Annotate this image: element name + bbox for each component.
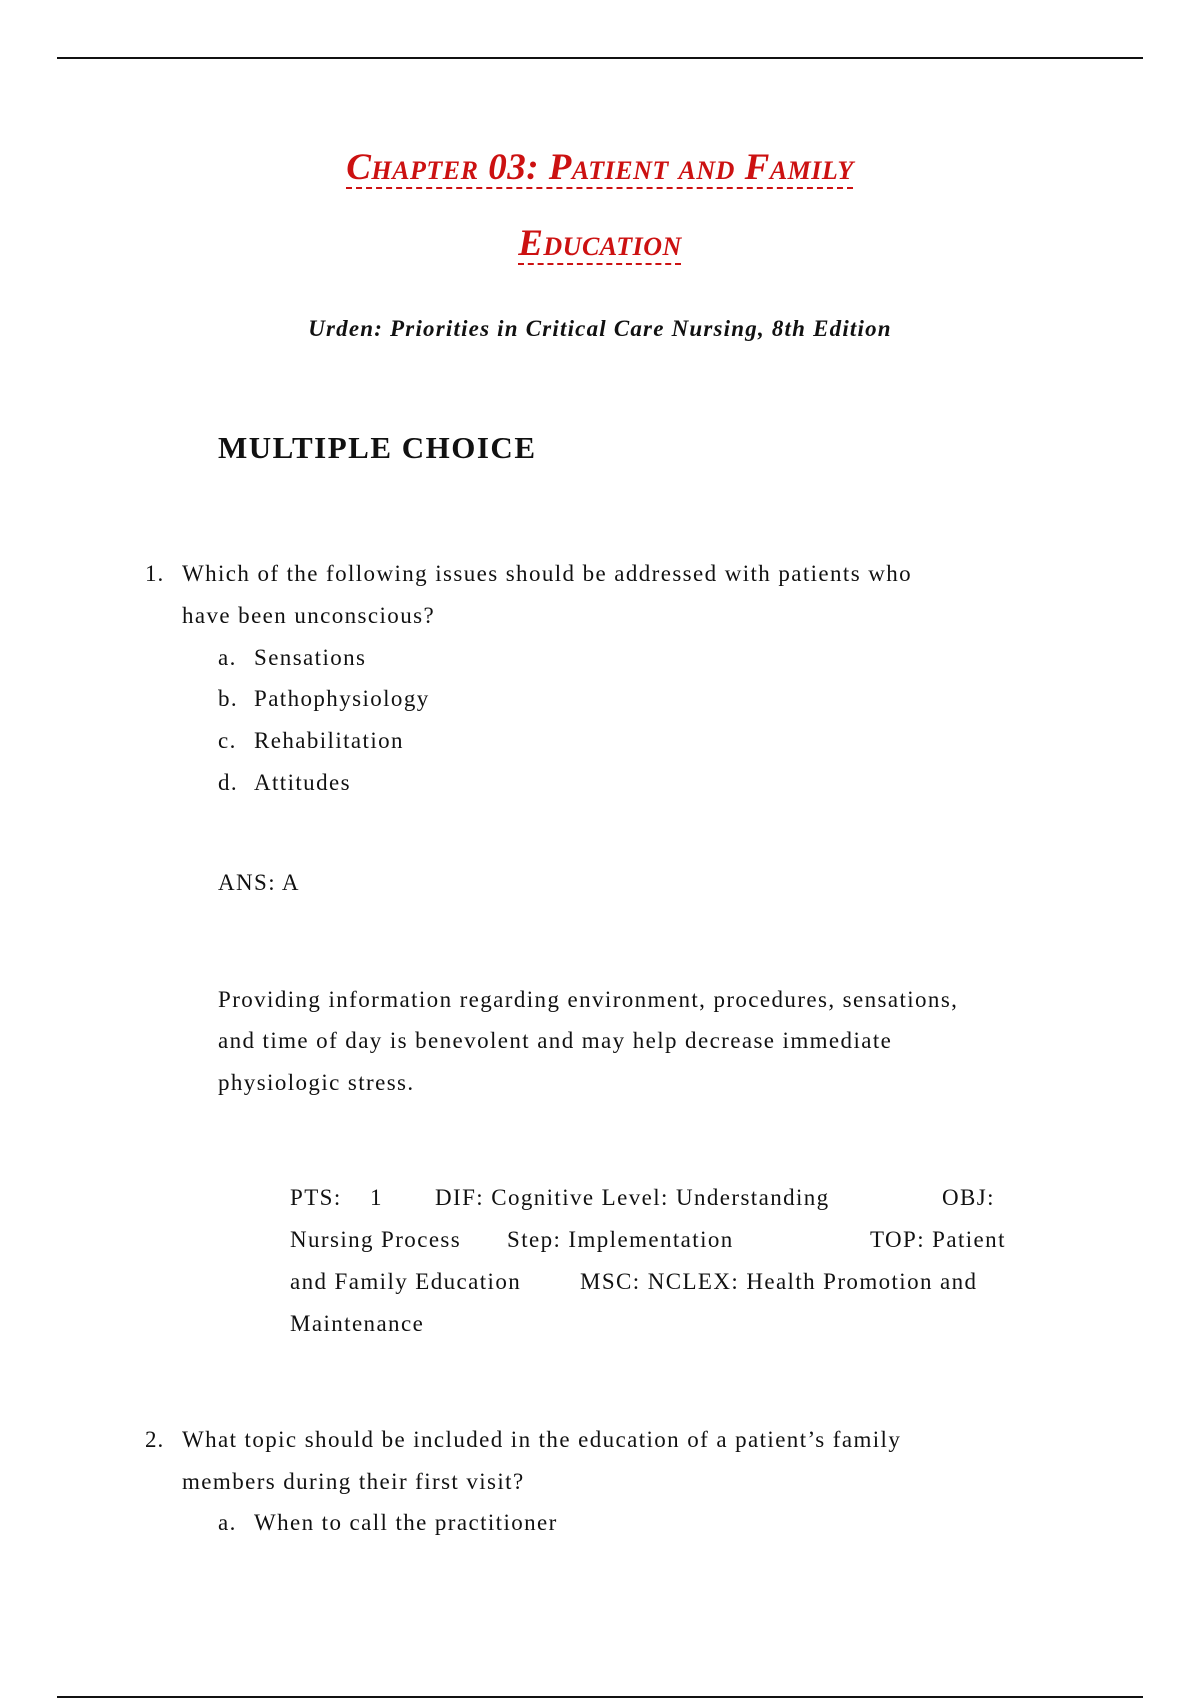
top-rule — [57, 57, 1143, 59]
chapter-title-line2: Education — [518, 223, 682, 264]
msc-text: MSC: NCLEX: Health Promotion and — [580, 1269, 978, 1294]
step-text: Step: Implementation — [507, 1227, 734, 1252]
answer-key: ANS: A — [218, 870, 300, 895]
option-text: Sensations — [254, 645, 367, 670]
question-stem-line1: What topic should be included in the education of a patient’s family — [182, 1427, 902, 1452]
option-text: Attitudes — [254, 770, 351, 795]
question-number: 1. — [145, 561, 165, 586]
chapter-title-line1: Chapter 03: Patient and Family — [346, 147, 854, 188]
book-subtitle: Urden: Priorities in Critical Care Nursing, 8th Edition — [308, 316, 892, 341]
option-letter: d. — [218, 770, 239, 795]
question-metadata — [290, 1177, 1030, 1345]
dif-text: DIF: Cognitive Level: Understanding — [435, 1185, 830, 1210]
question-number: 2. — [145, 1427, 165, 1452]
option-a[interactable] — [218, 1502, 558, 1544]
question-stem-line2: members during their first visit? — [182, 1469, 525, 1494]
section-heading: MULTIPLE CHOICE — [218, 430, 537, 465]
pts-value: 1 — [370, 1185, 383, 1210]
top-text: TOP: Patient — [870, 1227, 1006, 1252]
option-b[interactable] — [218, 678, 430, 720]
question-stem-line1: Which of the following issues should be addressed with patients who — [182, 561, 913, 586]
top-text-cont: and Family Education — [290, 1269, 522, 1294]
option-letter: a. — [218, 645, 237, 670]
option-c[interactable] — [218, 720, 404, 762]
bottom-rule — [57, 1696, 1143, 1698]
option-d[interactable] — [218, 762, 351, 804]
option-text: Pathophysiology — [254, 686, 430, 711]
option-a[interactable] — [218, 637, 366, 679]
obj-label: OBJ: — [942, 1185, 995, 1210]
rationale-line1: Providing information regarding environment, procedures, sensations, — [218, 987, 959, 1012]
option-letter: c. — [218, 728, 237, 753]
option-text: When to call the practitioner — [254, 1510, 558, 1535]
pts-label: PTS: — [290, 1185, 342, 1210]
option-letter: a. — [218, 1510, 237, 1535]
question-stem-line2: have been unconscious? — [182, 603, 436, 628]
rationale-line3: physiologic stress. — [218, 1070, 415, 1095]
obj-value: Nursing Process — [290, 1227, 462, 1252]
msc-text-cont: Maintenance — [290, 1311, 425, 1336]
option-text: Rehabilitation — [254, 728, 404, 753]
option-letter: b. — [218, 686, 239, 711]
rationale-line2: and time of day is benevolent and may help decrease immediate — [218, 1028, 893, 1053]
